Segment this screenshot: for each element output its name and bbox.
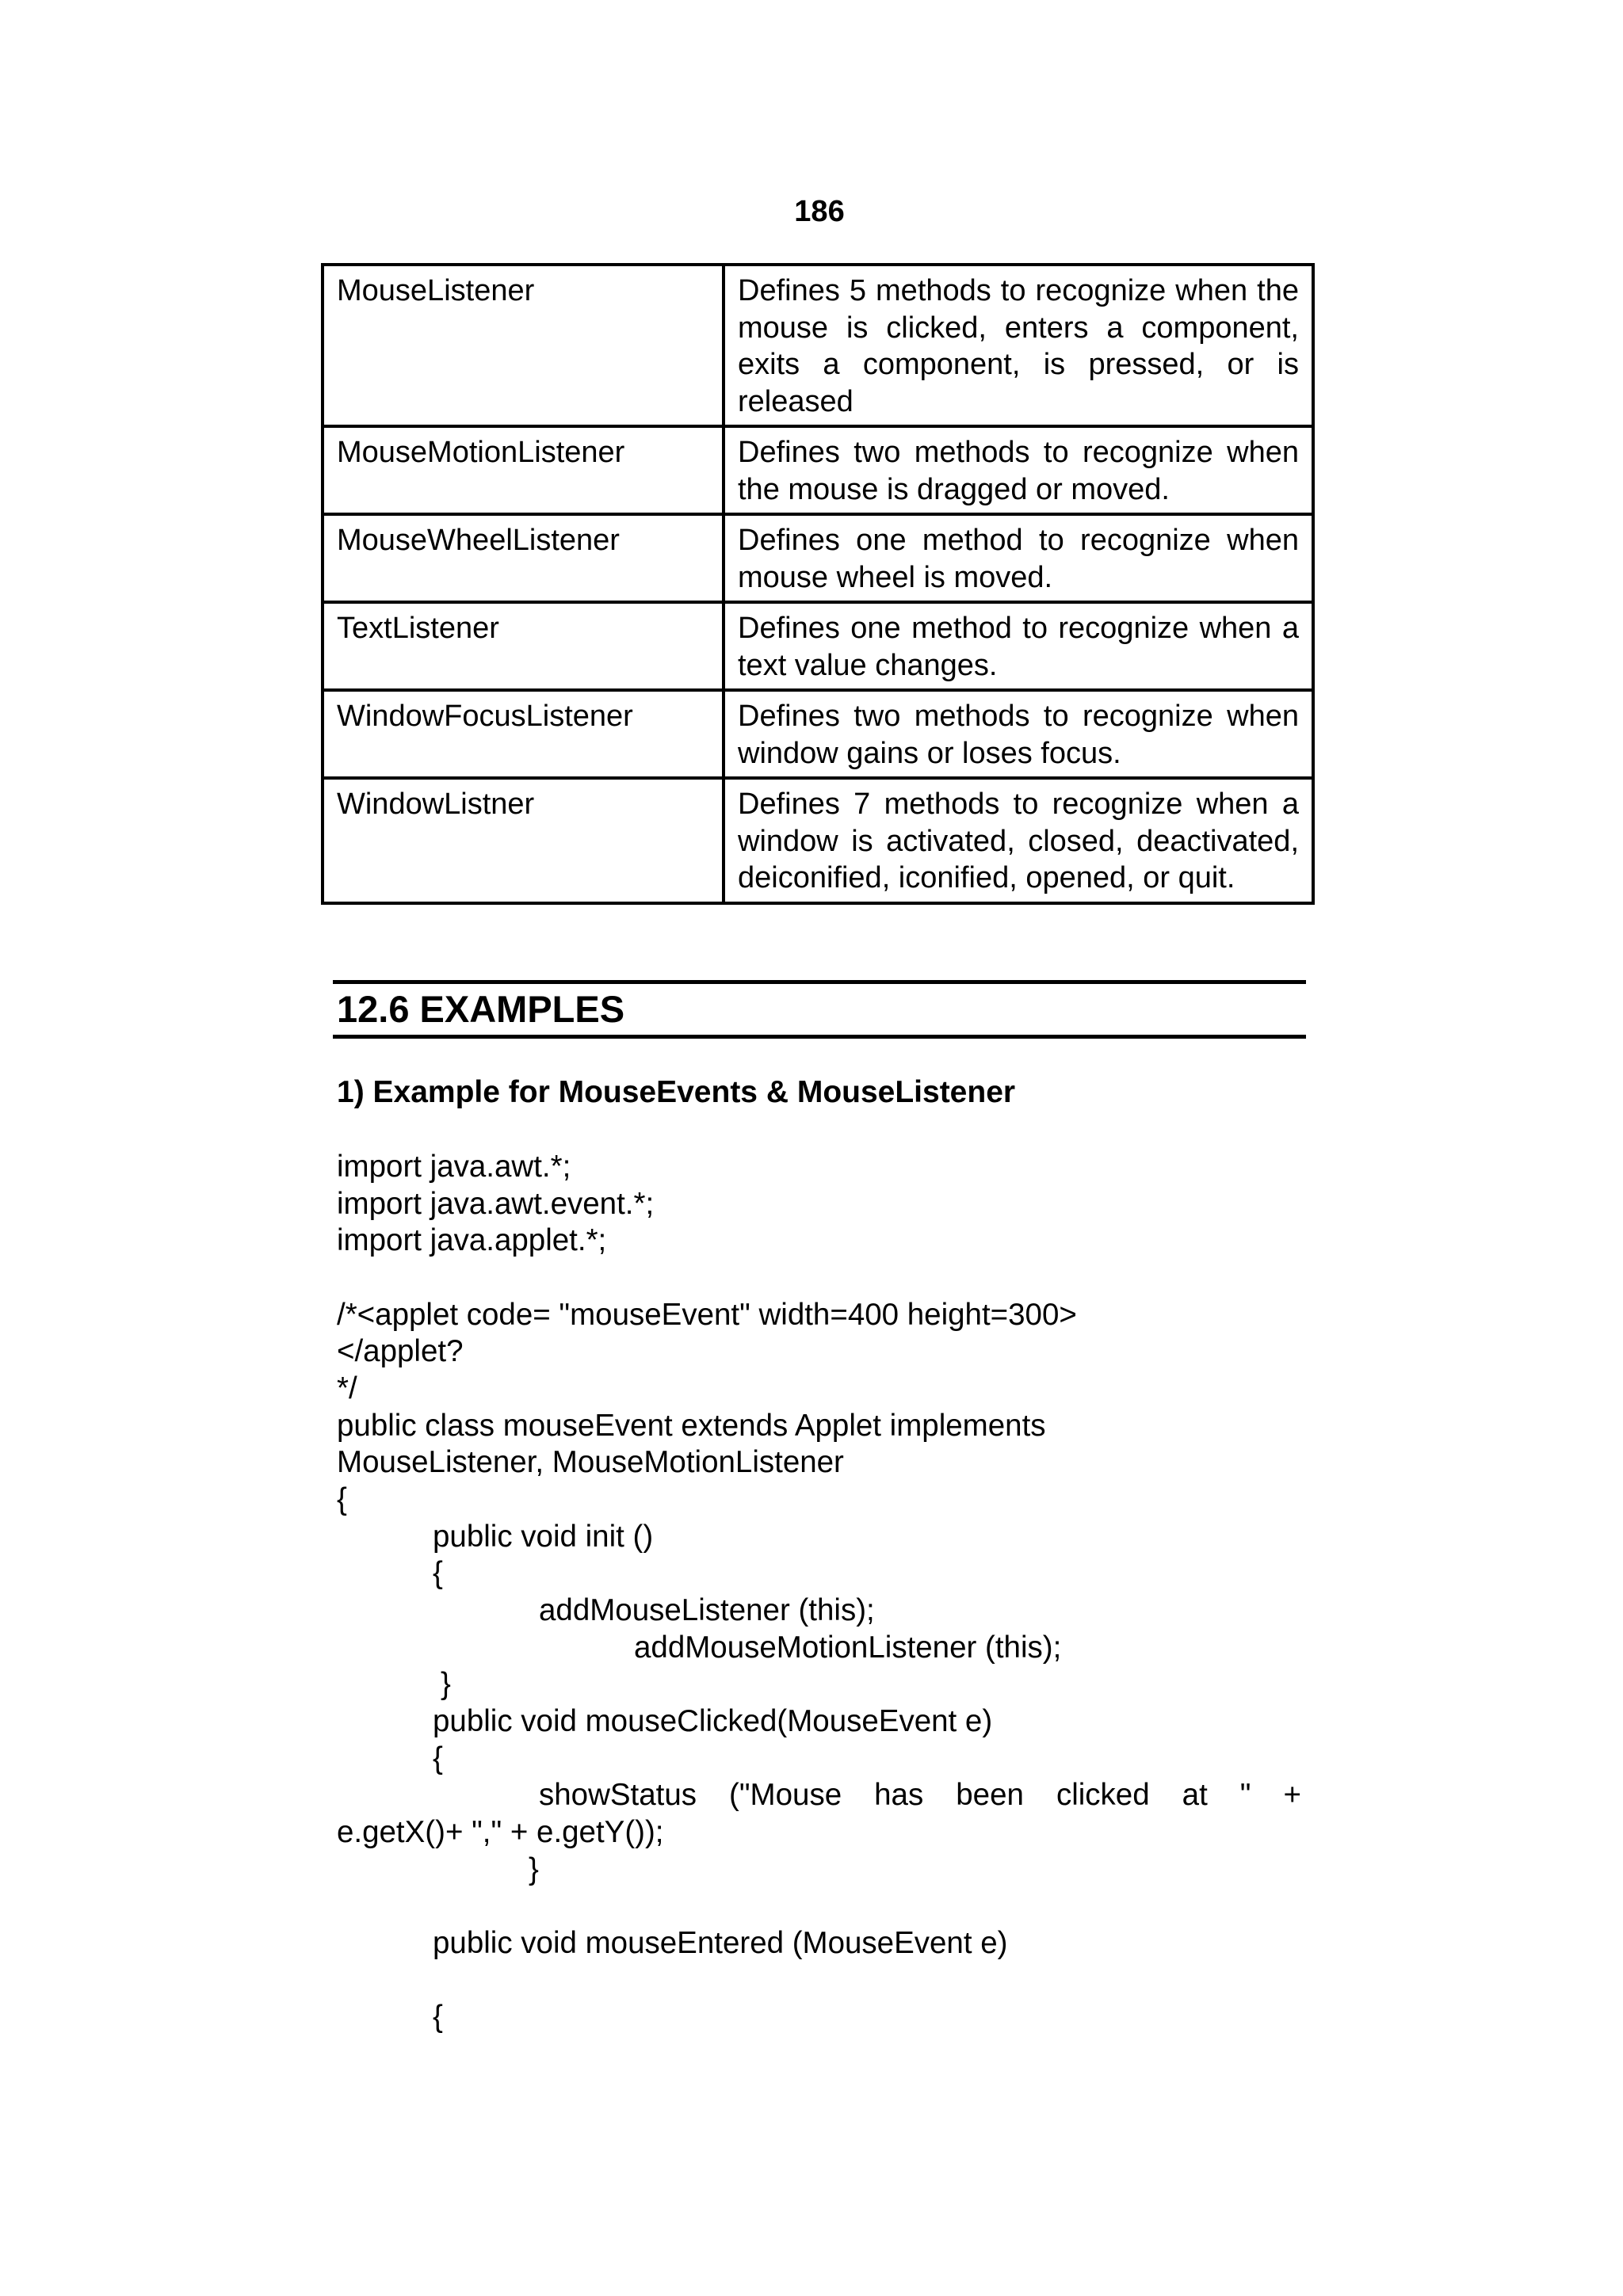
code-line: { bbox=[433, 1556, 443, 1590]
table-row bbox=[323, 426, 1313, 514]
code-line: addMouseMotionListener (this); bbox=[634, 1630, 1062, 1665]
code-line: { bbox=[433, 2000, 443, 2034]
code-line: public class mouseEvent extends Applet implements bbox=[337, 1409, 1046, 1443]
code-line: } bbox=[441, 1667, 451, 1701]
listener-description: Defines two methods to recognize when the mouse is dragged or moved. bbox=[724, 426, 1313, 514]
listener-table bbox=[321, 263, 1315, 905]
section-rule-top bbox=[333, 980, 1306, 984]
code-line: import java.applet.*; bbox=[337, 1223, 607, 1257]
table-row bbox=[323, 602, 1313, 690]
code-line: </applet? bbox=[337, 1334, 464, 1368]
page-number: 186 bbox=[794, 195, 845, 228]
code-line: { bbox=[433, 1741, 443, 1775]
code-line: { bbox=[337, 1482, 347, 1516]
table-row bbox=[323, 265, 1313, 426]
listener-name: WindowListner bbox=[323, 778, 724, 903]
listener-description: Defines one method to recognize when mouse wheel is moved. bbox=[724, 514, 1313, 602]
code-line: e.getX()+ "," + e.getY()); bbox=[337, 1815, 664, 1849]
example-heading: 1) Example for MouseEvents & MouseListener bbox=[337, 1075, 1016, 1109]
code-line: import java.awt.*; bbox=[337, 1150, 571, 1184]
code-line: MouseListener, MouseMotionListener bbox=[337, 1445, 844, 1479]
listener-description: Defines one method to recognize when a text value changes. bbox=[724, 602, 1313, 690]
code-line: showStatus ("Mouse has been clicked at " + bbox=[539, 1778, 1301, 1812]
code-line: public void init () bbox=[433, 1520, 654, 1554]
section-title: 12.6 EXAMPLES bbox=[337, 988, 625, 1030]
listener-name: MouseListener bbox=[323, 265, 724, 426]
listener-description: Defines two methods to recognize when window gains or loses focus. bbox=[724, 690, 1313, 778]
code-line: import java.awt.event.*; bbox=[337, 1187, 655, 1221]
code-line: } bbox=[529, 1852, 539, 1886]
listener-description: Defines 5 methods to recognize when the mouse is clicked, enters a component, exits a component, is pressed, or is released bbox=[724, 265, 1313, 426]
table-row bbox=[323, 690, 1313, 778]
listener-name: MouseMotionListener bbox=[323, 426, 724, 514]
code-line: */ bbox=[337, 1371, 357, 1405]
table-row bbox=[323, 778, 1313, 903]
code-line: public void mouseClicked(MouseEvent e) bbox=[433, 1704, 993, 1738]
code-line: addMouseListener (this); bbox=[539, 1593, 875, 1627]
section-rule-bottom bbox=[333, 1035, 1306, 1039]
code-line: /*<applet code= "mouseEvent" width=400 height=300> bbox=[337, 1298, 1077, 1332]
listener-name: MouseWheelListener bbox=[323, 514, 724, 602]
table-row bbox=[323, 514, 1313, 602]
listener-description: Defines 7 methods to recognize when a window is activated, closed, deactivated, deiconified, iconified, opened, or quit. bbox=[724, 778, 1313, 903]
listener-name: WindowFocusListener bbox=[323, 690, 724, 778]
listener-name: TextListener bbox=[323, 602, 724, 690]
code-line: public void mouseEntered (MouseEvent e) bbox=[433, 1926, 1008, 1960]
